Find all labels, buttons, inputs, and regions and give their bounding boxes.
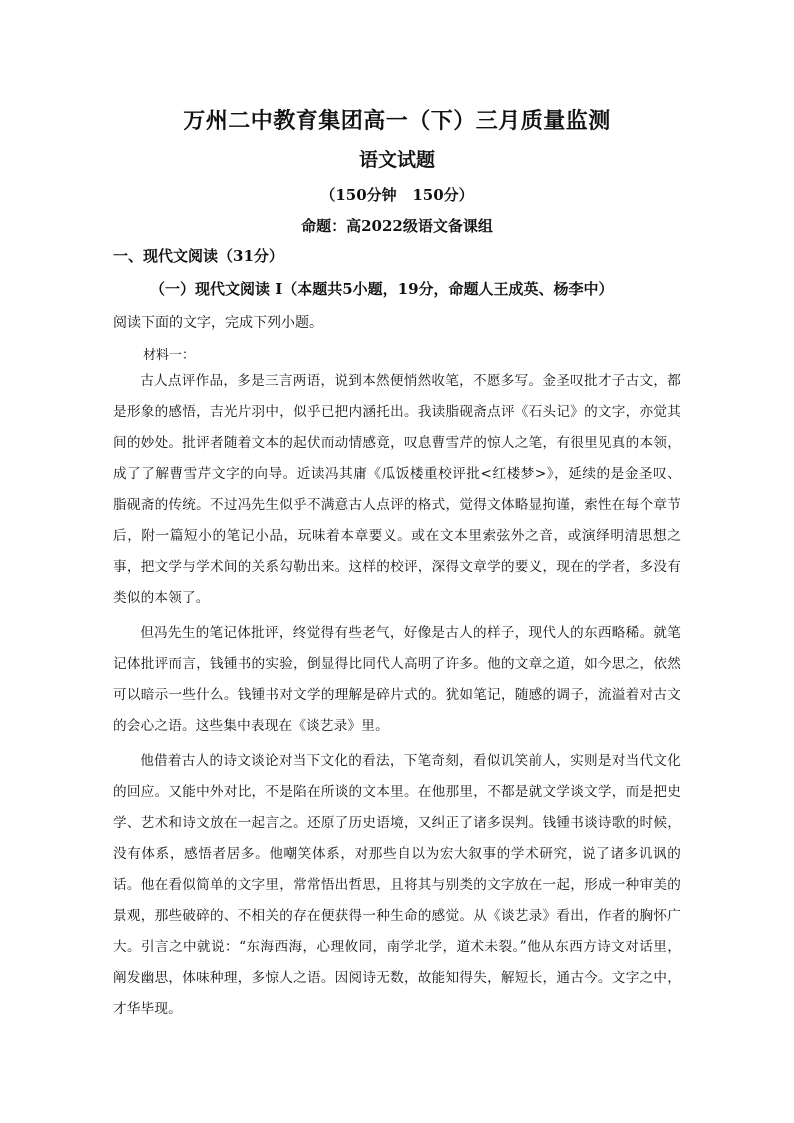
material-body (113, 366, 681, 1029)
exam-subject: 语文试题 (358, 149, 435, 171)
exam-setter: 命题：高2022级语文备课组 (301, 217, 493, 235)
reading-instruction: 阅读下面的文字，完成下列小题。 (113, 315, 323, 331)
paragraph: 他借着古人的诗文谈论对当下文化的看法，下笔奇刻，看似讥笑前人，实则是对当代文化的回应。又能中外对比，不是陷在所谈的文本里。在他那里，不都是就文学谈文学，而是把史学、艺术和诗文放在一起言之。还原了历史语境，又纠正了诸多误判。钱锺书谈诗歌的时候，没有体系，感悟者居多。他嘲笑体系，对那些自以为宏大叙事的学术研究，说了诸多讥讽的话。他在看似简单的文字里，常常悟出哲思，且将其与别类的文字放在一起，形成一种审美的景观，那些破碎的、不相关的存在便获得一种生命的感觉。从《谈艺录》看出，作者的胸怀广大。引言之中就说：“东海西海，心理攸同，南学北学，道术未裂。”他从东西方诗文对话里，阐发幽思，体味种理，多惊人之语。因阅诗无数，故能知得失，解短长，通古今。文字之中，才华毕现。 (113, 753, 681, 1017)
material-label: 材料一： (143, 348, 196, 363)
paragraph: 但冯先生的笔记体批评，终觉得有些老气，好像是古人的样子，现代人的东西略稀。就笔记体批评而言，钱锺书的实验，倒显得比同代人高明了许多。他的文章之道，如今思之，依然可以暗示一些什么。钱锺书对文学的理解是碎片式的。犹如笔记，随感的调子，流溢着对古文的会心之语。这些集中表现在《谈艺录》里。 (113, 625, 681, 734)
paragraph: 古人点评作品，多是三言两语，说到本然便悄然收笔，不愿多写。金圣叹批才子古文，都是形象的感悟，吉光片羽中，似乎已把内涵托出。我读脂砚斋点评《石头记》的文字，亦觉其间的妙处。批评者随着文本的起伏而动情感竟，叹息曹雪芹的惊人之笔，有很里见真的本领，成了了解曹雪芹文字的向导。近读冯其庸《瓜饭楼重校评批<红楼梦>》，延续的是金圣叹、脂砚斋的传统。不过冯先生似乎不满意古人点评的格式，觉得文体略显拘谨，索性在每个章节后，附一篇短小的笔记小品，玩味着本章要义。或在文本里索弦外之音，或演绎明清思想之事，把文学与学术间的关系勾勒出来。这样的校评，深得文章学的要义，现在的学者，多没有类似的本领了。 (113, 373, 681, 606)
section-heading: 一、现代文阅读（31分） (113, 247, 284, 265)
exam-title: 万州二中教育集团高一（下）三月质量监测 (183, 108, 611, 134)
subsection-heading: （一）现代文阅读 I（本题共5小题，19分，命题人王成英、杨李中） (150, 280, 614, 298)
exam-duration: （150分钟 150分） (320, 186, 474, 204)
